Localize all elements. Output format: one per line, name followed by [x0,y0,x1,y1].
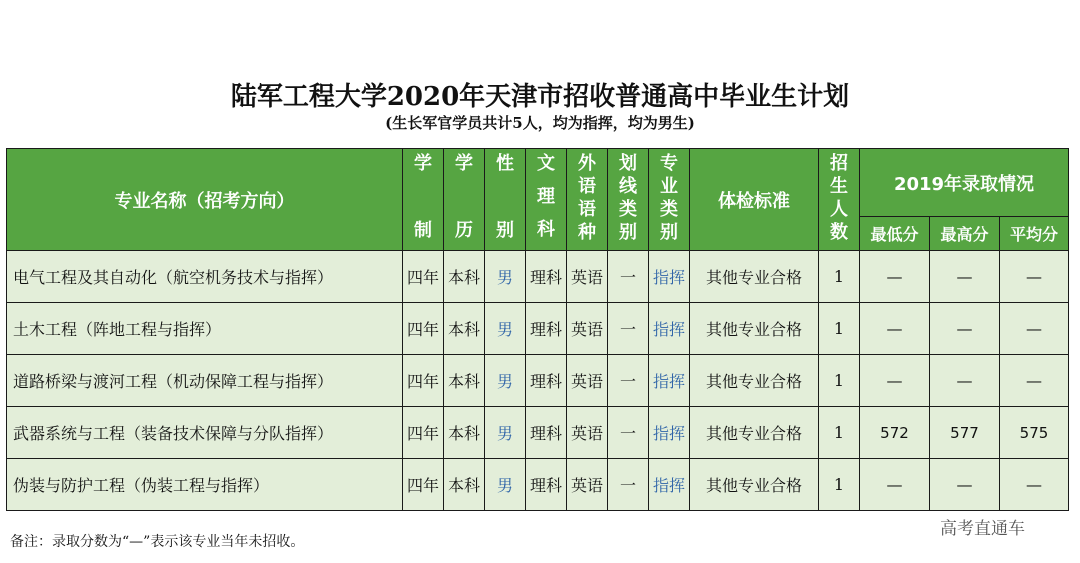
header-stream-line2: 理 [537,186,555,207]
cell-stream: 理科 [526,407,567,459]
cell-major: 道路桥梁与渡河工程（机动保障工程与指挥） [7,355,403,407]
header-degree-line1: 学 [455,153,473,174]
cell-length: 四年 [403,355,444,407]
header-category-line2: 业 [660,176,678,197]
cell-batch: 一 [608,459,649,511]
header-category [649,149,690,251]
cell-max-score: — [930,459,1000,511]
table-row [7,355,1069,407]
header-length-line2: 制 [414,220,432,241]
cell-degree: 本科 [444,407,485,459]
cell-physical: 其他专业合格 [690,303,819,355]
cell-max-score: — [930,303,1000,355]
cell-avg-score: — [1000,251,1069,303]
cell-length: 四年 [403,251,444,303]
header-quota-line3: 人 [830,199,848,220]
cell-batch: 一 [608,251,649,303]
header-quota-line2: 生 [830,176,848,197]
cell-language: 英语 [567,303,608,355]
cell-language: 英语 [567,407,608,459]
header-batch [608,149,649,251]
cell-degree: 本科 [444,251,485,303]
cell-max-score: — [930,355,1000,407]
header-2019-admission: 2019年录取情况 [860,149,1069,217]
cell-major: 伪装与防护工程（伪装工程与指挥） [7,459,403,511]
header-physical: 体检标准 [690,149,819,251]
header-language-line1: 外 [578,153,596,174]
header-category-line4: 别 [660,222,678,243]
cell-quota: 1 [819,459,860,511]
header-quota-line1: 招 [830,153,848,174]
header-batch-line4: 别 [619,222,637,243]
header-min-score: 最低分 [860,217,930,251]
page-subtitle: (生长军官学员共计5人，均为指挥，均为男生) [385,114,695,132]
cell-major: 电气工程及其自动化（航空机务技术与指挥） [7,251,403,303]
cell-min-score: — [860,355,930,407]
cell-physical: 其他专业合格 [690,251,819,303]
watermark: 高考直通车 [940,519,1025,539]
cell-category: 指挥 [649,303,690,355]
cell-major: 土木工程（阵地工程与指挥） [7,303,403,355]
header-gender-line1: 性 [496,153,514,174]
cell-gender: 男 [485,355,526,407]
cell-quota: 1 [819,407,860,459]
header-quota-line4: 数 [830,222,848,243]
cell-min-score: — [860,251,930,303]
cell-length: 四年 [403,459,444,511]
cell-physical: 其他专业合格 [690,407,819,459]
cell-quota: 1 [819,355,860,407]
header-batch-line2: 线 [619,176,637,197]
cell-stream: 理科 [526,459,567,511]
cell-language: 英语 [567,355,608,407]
cell-gender: 男 [485,251,526,303]
header-stream [526,149,567,251]
table-row [7,407,1069,459]
cell-avg-score: — [1000,459,1069,511]
cell-gender: 男 [485,407,526,459]
header-language [567,149,608,251]
cell-min-score: — [860,459,930,511]
header-gender [485,149,526,251]
cell-language: 英语 [567,251,608,303]
cell-degree: 本科 [444,303,485,355]
cell-category: 指挥 [649,251,690,303]
header-batch-line1: 划 [619,153,637,174]
cell-batch: 一 [608,303,649,355]
header-length [403,149,444,251]
cell-avg-score: 575 [1000,407,1069,459]
table-row [7,251,1069,303]
header-stream-line1: 文 [537,153,555,174]
header-degree [444,149,485,251]
header-quota [819,149,860,251]
header-category-line1: 专 [660,153,678,174]
header-gender-line2: 别 [496,220,514,241]
cell-batch: 一 [608,355,649,407]
cell-quota: 1 [819,251,860,303]
cell-gender: 男 [485,459,526,511]
cell-category: 指挥 [649,355,690,407]
cell-language: 英语 [567,459,608,511]
cell-category: 指挥 [649,407,690,459]
header-language-line2: 语 [578,176,596,197]
header-stream-line3: 科 [537,219,555,240]
header-max-score: 最高分 [930,217,1000,251]
table-row [7,459,1069,511]
header-language-line3: 语 [578,199,596,220]
cell-stream: 理科 [526,251,567,303]
cell-batch: 一 [608,407,649,459]
cell-avg-score: — [1000,355,1069,407]
cell-degree: 本科 [444,459,485,511]
footnote: 备注：录取分数为“—”表示该专业当年未招收。 [10,534,305,550]
cell-min-score: 572 [860,407,930,459]
header-avg-score: 平均分 [1000,217,1069,251]
header-length-line1: 学 [414,153,432,174]
cell-avg-score: — [1000,303,1069,355]
cell-gender: 男 [485,303,526,355]
header-category-line3: 类 [660,199,678,220]
cell-stream: 理科 [526,355,567,407]
cell-min-score: — [860,303,930,355]
cell-physical: 其他专业合格 [690,355,819,407]
page-title: 陆军工程大学2020年天津市招收普通高中毕业生计划 [230,82,850,112]
enrollment-plan-table [6,148,1069,511]
cell-length: 四年 [403,407,444,459]
cell-max-score: — [930,251,1000,303]
cell-stream: 理科 [526,303,567,355]
cell-major: 武器系统与工程（装备技术保障与分队指挥） [7,407,403,459]
header-batch-line3: 类 [619,199,637,220]
cell-length: 四年 [403,303,444,355]
header-language-line4: 种 [578,222,596,243]
cell-degree: 本科 [444,355,485,407]
header-degree-line2: 历 [455,220,473,241]
cell-physical: 其他专业合格 [690,459,819,511]
cell-category: 指挥 [649,459,690,511]
cell-quota: 1 [819,303,860,355]
header-major: 专业名称（招考方向） [7,149,403,251]
cell-max-score: 577 [930,407,1000,459]
table-row [7,303,1069,355]
